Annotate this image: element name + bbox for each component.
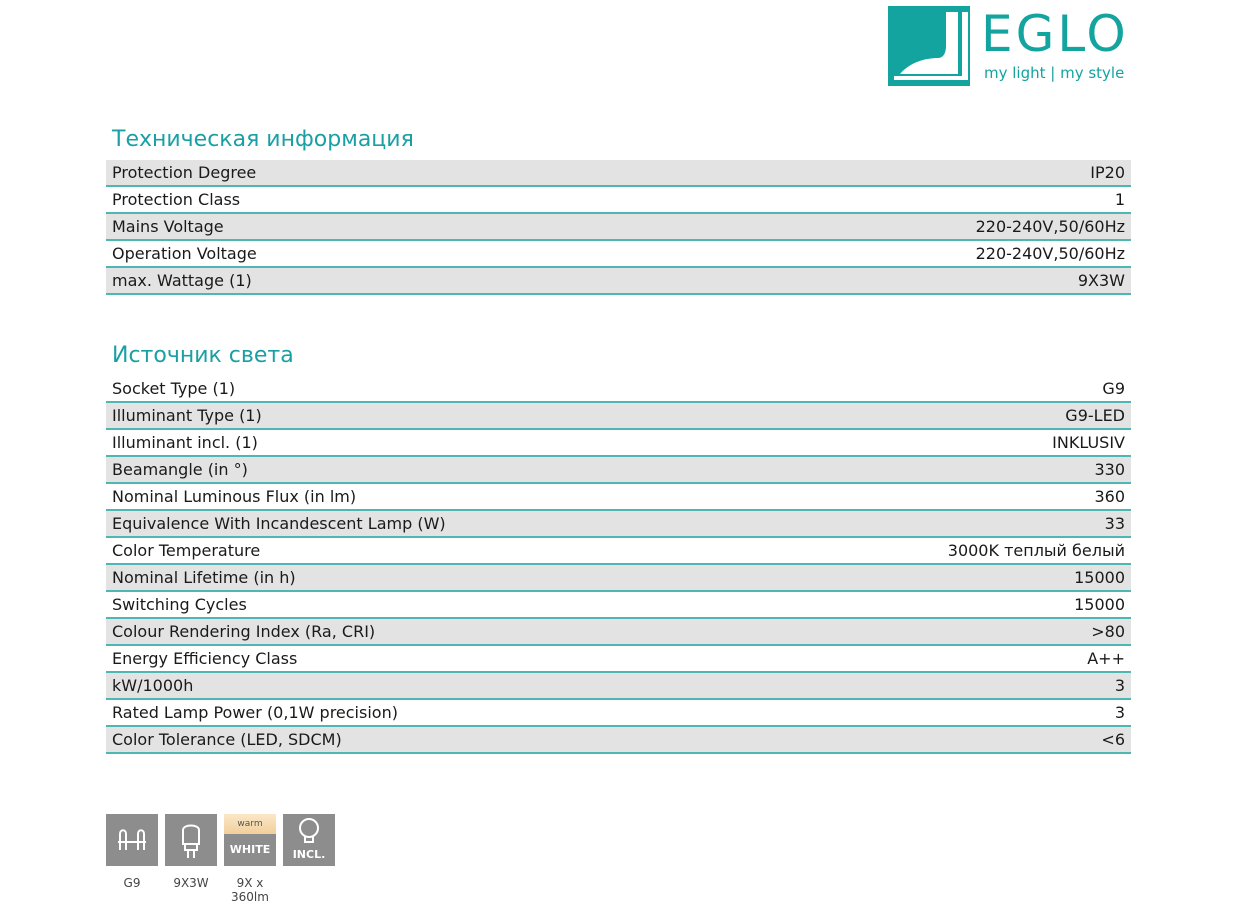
feature-warm-white bbox=[224, 814, 276, 904]
table-row bbox=[106, 376, 1131, 403]
feature-g9 bbox=[106, 814, 158, 904]
incl-bulb-icon bbox=[283, 814, 335, 866]
table-row bbox=[106, 700, 1131, 727]
row-label: Equivalence With Incandescent Lamp (W) bbox=[112, 514, 446, 533]
row-value: 330 bbox=[1094, 460, 1125, 479]
row-value: INKLUSIV bbox=[1052, 433, 1125, 452]
row-value: G9 bbox=[1102, 379, 1125, 398]
tech-info-title: Техническая информация bbox=[112, 127, 414, 152]
row-label: Illuminant Type (1) bbox=[112, 406, 262, 425]
light-source-title: Источник света bbox=[112, 343, 294, 368]
table-row bbox=[106, 268, 1131, 295]
table-row bbox=[106, 646, 1131, 673]
table-row bbox=[106, 592, 1131, 619]
row-label: Rated Lamp Power (0,1W precision) bbox=[112, 703, 398, 722]
table-row bbox=[106, 160, 1131, 187]
feature-wattage bbox=[165, 814, 217, 904]
table-row bbox=[106, 538, 1131, 565]
row-value: >80 bbox=[1091, 622, 1125, 641]
g9-socket-icon bbox=[106, 814, 158, 866]
row-label: kW/1000h bbox=[112, 676, 194, 695]
table-row bbox=[106, 403, 1131, 430]
icon-caption: G9 bbox=[123, 876, 141, 890]
white-label: WHITE bbox=[229, 843, 271, 856]
row-value: 3 bbox=[1114, 676, 1125, 695]
row-value: A++ bbox=[1087, 649, 1125, 668]
warm-label: warm bbox=[224, 814, 276, 834]
icon-caption: 9X x 360lm bbox=[231, 876, 269, 904]
icon-caption: 9X3W bbox=[173, 876, 209, 890]
row-value: G9-LED bbox=[1065, 406, 1125, 425]
light-source-table bbox=[106, 376, 1131, 754]
tech-info-section bbox=[106, 120, 1131, 295]
row-value: 15000 bbox=[1074, 568, 1125, 587]
row-label: Nominal Lifetime (in h) bbox=[112, 568, 296, 587]
row-label: Beamangle (in °) bbox=[112, 460, 248, 479]
tech-info-table bbox=[106, 160, 1131, 295]
feature-included bbox=[283, 814, 335, 904]
row-label: Mains Voltage bbox=[112, 217, 224, 236]
row-value: 220-240V,50/60Hz bbox=[975, 244, 1125, 263]
logo-tagline: my light | my style bbox=[984, 64, 1125, 82]
row-label: max. Wattage (1) bbox=[112, 271, 252, 290]
row-value: 3 bbox=[1114, 703, 1125, 722]
bulb-wattage-icon bbox=[165, 814, 217, 866]
light-source-section bbox=[106, 336, 1131, 754]
table-row bbox=[106, 511, 1131, 538]
table-row bbox=[106, 457, 1131, 484]
row-label: Colour Rendering Index (Ra, CRI) bbox=[112, 622, 376, 641]
row-value: 33 bbox=[1104, 514, 1125, 533]
feature-icons bbox=[106, 814, 335, 904]
row-label: Color Tolerance (LED, SDCM) bbox=[112, 730, 342, 749]
row-label: Operation Voltage bbox=[112, 244, 257, 263]
row-value: <6 bbox=[1101, 730, 1125, 749]
table-row bbox=[106, 214, 1131, 241]
table-row bbox=[106, 619, 1131, 646]
row-value: 3000K теплый белый bbox=[947, 541, 1125, 560]
row-value: 220-240V,50/60Hz bbox=[975, 217, 1125, 236]
table-row bbox=[106, 187, 1131, 214]
row-label: Energy Efficiency Class bbox=[112, 649, 298, 668]
table-row bbox=[106, 673, 1131, 700]
table-row bbox=[106, 484, 1131, 511]
row-value: IP20 bbox=[1090, 163, 1125, 182]
row-value: 9X3W bbox=[1077, 271, 1125, 290]
row-label: Switching Cycles bbox=[112, 595, 247, 614]
row-label: Protection Degree bbox=[112, 163, 257, 182]
logo-wordmark: EGLO bbox=[981, 5, 1129, 63]
warm-white-icon bbox=[224, 814, 276, 866]
row-label: Nominal Luminous Flux (in lm) bbox=[112, 487, 357, 506]
table-row bbox=[106, 565, 1131, 592]
row-label: Illuminant incl. (1) bbox=[112, 433, 258, 452]
row-label: Socket Type (1) bbox=[112, 379, 236, 398]
row-value: 360 bbox=[1094, 487, 1125, 506]
row-value: 15000 bbox=[1074, 595, 1125, 614]
eglo-logo-icon bbox=[888, 6, 970, 86]
row-label: Color Temperature bbox=[112, 541, 261, 560]
table-row bbox=[106, 727, 1131, 754]
brand-logo bbox=[886, 4, 1146, 88]
row-label: Protection Class bbox=[112, 190, 241, 209]
incl-label: INCL. bbox=[292, 848, 326, 861]
table-row bbox=[106, 241, 1131, 268]
table-row bbox=[106, 430, 1131, 457]
row-value: 1 bbox=[1114, 190, 1125, 209]
